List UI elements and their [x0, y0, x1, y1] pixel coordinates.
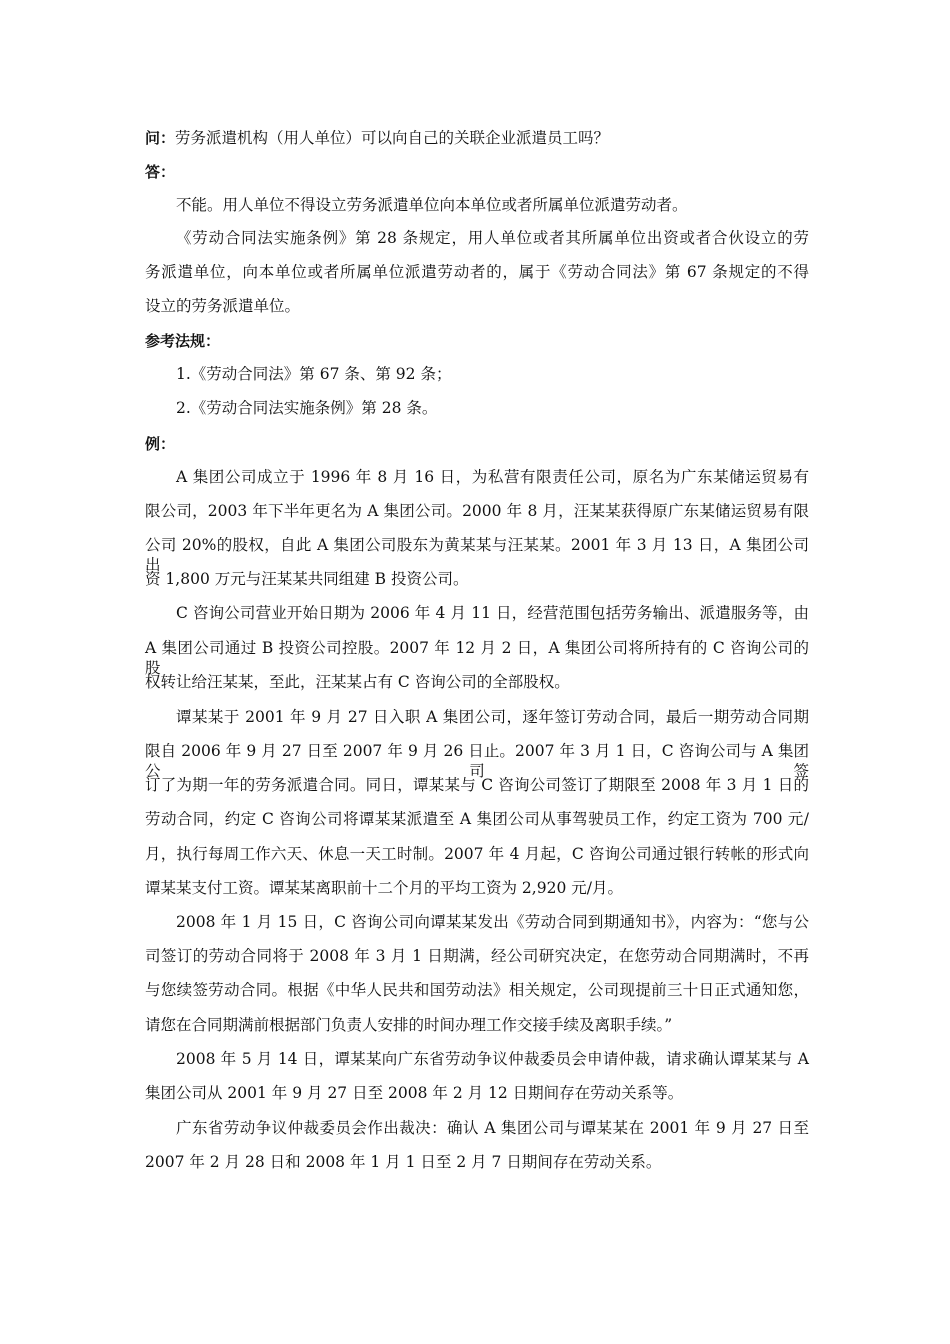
example-p2-line-2: A 集团公司通过 B 投资公司控股。2007 年 12 月 2 日，A 集团公司将所持有的 C 咨询公司的股: [145, 639, 809, 677]
example-p5-line-2: 集团公司从 2001 年 9 月 27 日至 2008 年 2 月 12 日期间存在劳动关系等。: [145, 1084, 684, 1102]
example-p1-line-4: 资 1,800 万元与汪某某共同组建 B 投资公司。: [145, 570, 469, 588]
example-label: 例：: [145, 435, 176, 453]
example-p1-line-1: A 集团公司成立于 1996 年 8 月 16 日，为私营有限责任公司，原名为广东某储运贸易有: [176, 468, 809, 486]
example-p3-line-4: 劳动合同，约定 C 咨询公司将谭某某派遣至 A 集团公司从事驾驶员工作，约定工资为 700 元/: [145, 810, 809, 828]
example-p3-line-3: 订了为期一年的劳务派遣合同。同日，谭某某与 C 咨询公司签订了期限至 2008 年 3 月 1 日的: [145, 776, 809, 794]
example-p4-line-2: 司签订的劳动合同将于 2008 年 3 月 1 日期满，经公司研究决定，在您劳动合同期满时，不再: [145, 947, 809, 965]
example-p6-line-2: 2007 年 2 月 28 日和 2008 年 1 月 1 日至 2 月 7 日期间存在劳动关系。: [145, 1153, 662, 1171]
answer-para2-line-1: 《劳动合同法实施条例》第 28 条规定，用人单位或者其所属单位出资或者合伙设立的劳: [176, 229, 809, 247]
answer-line-1: 不能。用人单位不得设立劳务派遣单位向本单位或者所属单位派遣劳动者。: [176, 196, 688, 214]
example-p1-line-2: 限公司，2003 年下半年更名为 A 集团公司。2000 年 8 月，汪某某获得原广东某储运贸易有限: [145, 502, 809, 520]
answer-label: 答：: [145, 163, 176, 181]
example-p3-line-1: 谭某某于 2001 年 9 月 27 日入职 A 集团公司，逐年签订劳动合同，最后一期劳动合同期: [176, 708, 809, 726]
example-p6-line-1: 广东省劳动争议仲裁委员会作出裁决：确认 A 集团公司与谭某某在 2001 年 9 月 27 日至: [176, 1119, 809, 1137]
example-p1-line-3: 公司 20%的股权，自此 A 集团公司股东为黄某某与汪某某。2001 年 3 月 13 日，A 集团公司出: [145, 536, 809, 574]
answer-para2-line-3: 设立的劳务派遣单位。: [145, 297, 301, 315]
question-line: [145, 128, 609, 148]
question-text: 劳务派遣机构（用人单位）可以向自己的关联企业派遣员工吗？: [175, 129, 610, 147]
example-p4-line-1: 2008 年 1 月 15 日，C 咨询公司向谭某某发出《劳动合同到期通知书》，内容为：“您与公: [176, 913, 809, 931]
example-p4-line-3: 与您续签劳动合同。根据《中华人民共和国劳动法》相关规定，公司现提前三十日正式通知您，: [145, 981, 809, 999]
example-p2-line-3: 权转让给汪某某，至此，汪某某占有 C 咨询公司的全部股权。: [145, 673, 570, 691]
example-p3-line-2: 限自 2006 年 9 月 27 日至 2007 年 9 月 26 日止。2007 年 3 月 1 日，C 咨询公司与 A 集团公司签: [145, 742, 809, 780]
example-p2-line-1: C 咨询公司营业开始日期为 2006 年 4 月 11 日，经营范围包括劳务输出、派遣服务等，由: [176, 604, 809, 622]
question-label: 问：: [145, 129, 176, 147]
reference-item-2: 2.《劳动合同法实施条例》第 28 条。: [176, 399, 438, 417]
example-p3-line-6: 谭某某支付工资。谭某某离职前十二个月的平均工资为 2,920 元/月。: [145, 879, 623, 897]
example-p5-line-1: 2008 年 5 月 14 日，谭某某向广东省劳动争议仲裁委员会申请仲裁，请求确认谭某某与 A: [176, 1050, 809, 1068]
references-label: 参考法规：: [145, 332, 221, 350]
example-p3-line-5: 月，执行每周工作六天、休息一天工时制。2007 年 4 月起，C 咨询公司通过银行转帐的形式向: [145, 845, 809, 863]
example-p4-line-4: 请您在合同期满前根据部门负责人安排的时间办理工作交接手续及离职手续。”: [145, 1016, 673, 1034]
answer-para2-line-2: 务派遣单位，向本单位或者所属单位派遣劳动者的，属于《劳动合同法》第 67 条规定的不得: [145, 263, 809, 281]
reference-item-1: 1.《劳动合同法》第 67 条、第 92 条；: [176, 365, 452, 383]
